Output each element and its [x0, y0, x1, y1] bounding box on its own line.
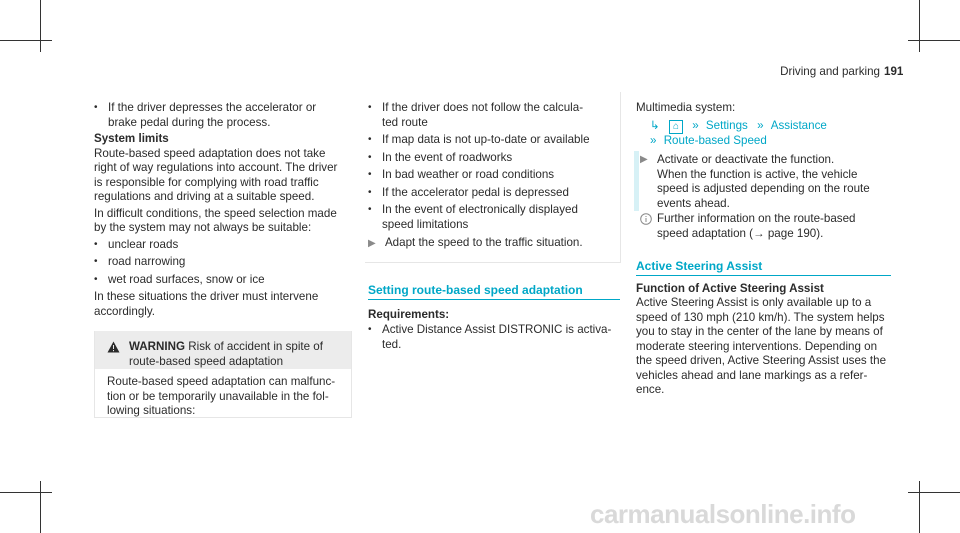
function-heading: Function of Active Steering Assist: [636, 282, 824, 295]
action-arrow-icon: ▶: [640, 154, 648, 165]
multimedia-label: Multimedia system:: [636, 101, 736, 114]
menu-path-cont: [650, 134, 767, 149]
warning-label: WARNING: [129, 340, 186, 353]
list-item: • In bad weather or road conditions: [368, 168, 618, 183]
home-icon: ⌂: [669, 120, 683, 134]
crop-mark: [919, 0, 920, 52]
page-number: 191: [884, 65, 904, 78]
warning-box-left-border: [94, 331, 95, 417]
info-icon: [640, 213, 652, 225]
crop-mark: [908, 40, 960, 41]
path-chevron-icon: »: [692, 119, 699, 132]
activate-step: ▶ Activate or deactivate the function. When the function is active, the vehicle speed is adjusted depending on the route events ahead.: [640, 153, 870, 210]
path-chevron-icon: »: [650, 134, 657, 147]
watermark: carmanualsonline.info: [590, 499, 856, 529]
system-limits-heading: System limits: [94, 132, 169, 145]
crop-mark: [908, 492, 960, 493]
path-settings: Settings: [705, 119, 748, 132]
warning-title: Risk of accident in spite of: [188, 340, 323, 353]
section-rule: [636, 275, 891, 276]
list-item: • road narrowing: [94, 255, 354, 270]
action-step: [368, 236, 583, 252]
list-item: • unclear roads: [94, 238, 354, 253]
warning-box: [94, 331, 352, 418]
list-item: • Active Distance Assist DISTRONIC is activa- ted.: [368, 323, 618, 352]
conditions-paragraph: In difficult conditions, the speed selection made by the system may not always be suitable:: [94, 206, 337, 234]
function-paragraph: Active Steering Assist is only available up to a speed of 130 mph (210 km/h). The system helps you to stay in the center of the lane by means of moderate steering interventions. Depending on the speed driven, Active Steering Assist uses the vehicles ahead and lane markings as a refer- ence.: [636, 296, 887, 396]
intro-list: [94, 101, 354, 130]
action-highlight-bar: [634, 151, 639, 211]
conditions-list: [94, 238, 354, 288]
column-1: [94, 101, 354, 319]
closing-paragraph: In these situations the driver must intervene accordingly.: [94, 290, 319, 318]
path-chevron-icon: »: [757, 119, 764, 132]
section-rule: [368, 299, 620, 300]
column-2: [368, 101, 618, 232]
list-item: • In the event of roadworks: [368, 151, 618, 166]
list-item: • If map data is not up-to-date or available: [368, 133, 618, 148]
system-limits-paragraph: Route-based speed adaptation does not take right of way regulations into account. The driver is responsible for complying with road traffic regulations and driving at a suitable speed.: [94, 146, 338, 203]
warning-body: Route-based speed adaptation can malfunc- tion or be temporarily unavailable in the fol- lowing situations:: [107, 375, 336, 417]
setting-section-title: Setting route-based speed adaptation: [368, 283, 583, 297]
requirements-list: [368, 323, 618, 352]
crop-mark: [40, 0, 41, 52]
warning-triangle-icon: [107, 341, 120, 353]
crop-mark: [40, 481, 41, 533]
crop-mark: [0, 40, 52, 41]
situations-list: [368, 101, 618, 232]
action-text: Adapt the speed to the traffic situation.: [384, 236, 583, 249]
info-note: Further information on the route-based speed adaptation (→ page 190).: [640, 212, 890, 241]
active-steering-section-title: Active Steering Assist: [636, 259, 763, 273]
list-item: • If the driver does not follow the calcula- ted route: [368, 101, 618, 130]
list-item: • In the event of electronically displayed speed limitations: [368, 203, 618, 232]
list-item: • If the driver depresses the accelerator or brake pedal during the process.: [94, 101, 354, 130]
crop-mark: [0, 492, 52, 493]
warning-title-cont: route-based speed adaptation: [129, 354, 284, 368]
path-route-based-speed: Route-based Speed: [663, 134, 767, 147]
warning-header: [95, 331, 351, 369]
return-arrow-icon: ↳: [650, 119, 660, 132]
path-assistance: Assistance: [770, 119, 827, 132]
menu-path: [650, 119, 827, 134]
page-header: [760, 65, 880, 80]
requirements-label: Requirements:: [368, 308, 450, 321]
list-item: • If the accelerator pedal is depressed: [368, 186, 618, 201]
action-arrow-icon: ▶: [368, 238, 376, 249]
crop-mark: [919, 481, 920, 533]
section-name: Driving and parking: [780, 65, 880, 78]
list-item: • wet road surfaces, snow or ice: [94, 273, 354, 288]
